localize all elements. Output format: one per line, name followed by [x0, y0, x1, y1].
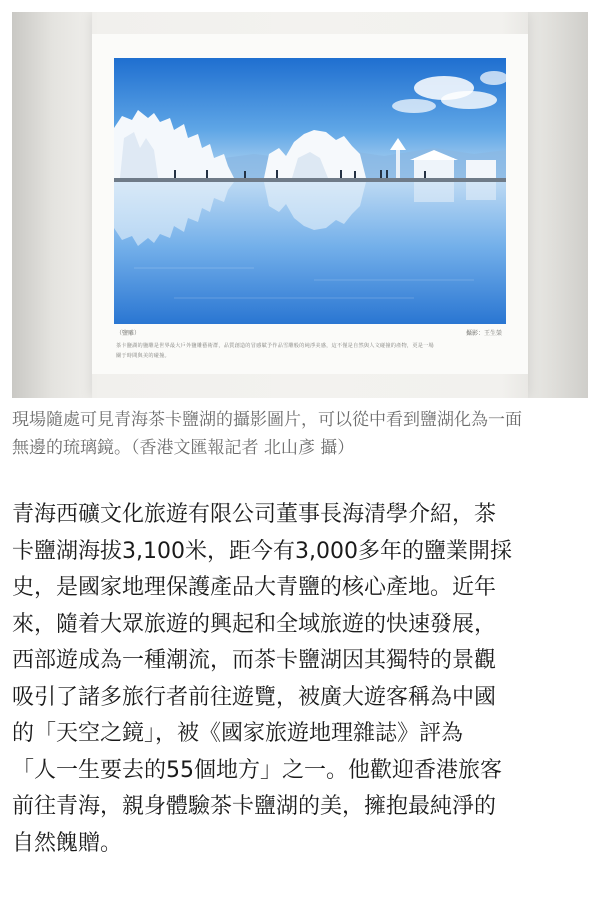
photo-caption-line: 現場隨處可見青海茶卡鹽湖的攝影圖片，可以從中看到鹽湖化為一面 — [12, 410, 522, 430]
article-line: 卡鹽湖海拔3,100米，距今有3,000多年的鹽業開採 — [12, 538, 512, 564]
article-line: 西部遊成為一種潮流，而茶卡鹽湖因其獨特的景觀 — [12, 648, 497, 673]
article-body — [12, 497, 592, 862]
print-caption-left: （鹽雕） — [116, 330, 141, 337]
article-line: 來，隨着大眾旅遊的興起和全域旅遊的快速發展， — [12, 611, 497, 637]
print-description-line: 關于時間與美的碰撞。 — [116, 353, 170, 359]
salt-lake-scene — [114, 58, 506, 324]
photo-caption — [12, 406, 588, 462]
print-caption-right: 攝影：王生榮 — [465, 330, 502, 337]
exhibition-print — [92, 34, 528, 374]
article-line: 自然餽贈。 — [12, 830, 123, 856]
photo-caption-line: 無邊的琉璃鏡。（香港文匯報記者 北山彥 攝） — [12, 438, 355, 458]
article-photo — [12, 12, 588, 398]
salt-lake-illustration — [114, 58, 506, 324]
article-line: 吸引了諸多旅行者前往遊覽，被廣大遊客稱為中國 — [12, 684, 497, 710]
article-line: 前往青海，親身體驗茶卡鹽湖的美，擁抱最純淨的 — [12, 794, 497, 819]
print-description-line: 茶卡鹽湖的鹽雕是世界最大戶外鹽雕藝術群，品質創造的冒感賦予作品雪雕般的純淨美感，這不僅是自然與人文碰撞的產物，更是一場 — [116, 343, 434, 349]
article-line: 的「天空之鏡」，被《國家旅遊地理雜誌》評為 — [12, 721, 464, 746]
article-line: 青海西礦文化旅遊有限公司董事長海清學介紹，茶 — [12, 502, 497, 527]
article-line: 「人一生要去的55個地方」之一。他歡迎香港旅客 — [12, 757, 502, 783]
article-line: 史，是國家地理保護產品大青鹽的核心產地。近年 — [12, 575, 497, 600]
